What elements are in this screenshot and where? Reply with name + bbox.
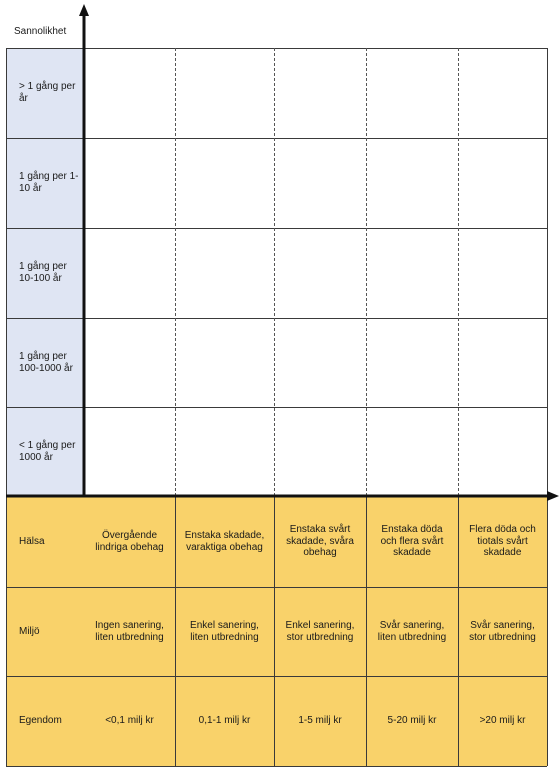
consequence-row-label-text: Hälsa [19, 535, 45, 547]
consequence-cell-text: Svår sanering, stor utbredning [469, 620, 536, 643]
consequence-cell-text: Ingen sanering, liten utbredning [95, 620, 164, 643]
consequence-cell-text: Enstaka skadade, varaktiga obehag [184, 530, 265, 553]
consequence-cell-text: <0,1 milj kr [105, 715, 154, 727]
consequence-cell-text: >20 milj kr [479, 715, 526, 727]
consequence-row-label-text: Egendom [19, 715, 62, 726]
consequence-cell-text: Enkel sanering, liten utbredning [190, 620, 259, 643]
consequence-cell-text: Flera döda och tiotals svårt skadade [469, 524, 536, 559]
consequence-row-label-text: Miljö [19, 625, 40, 637]
probability-label-text: 1 gång per 1-10 år [19, 171, 79, 194]
probability-label-text: 1 gång per 100-1000 år [19, 350, 73, 374]
consequence-cell-text: Enstaka döda och flera svårt skadade [380, 524, 444, 559]
probability-label-text: > 1 gång per år [19, 81, 76, 104]
x-axis-arrowhead [547, 491, 559, 501]
consequence-cell-text: 1-5 milj kr [298, 715, 342, 727]
consequence-cell-text: Svår sanering, liten utbredning [377, 620, 447, 643]
consequence-cell-text: 0,1-1 milj kr [198, 715, 251, 727]
consequence-cell-text: Enstaka svårt skadade, svåra obehag [286, 524, 354, 559]
probability-label-text: 1 gång per 10-100 år [19, 261, 67, 284]
y-axis-arrowhead [79, 4, 89, 16]
consequence-cell-text: Enkel sanering, stor utbredning [285, 620, 355, 643]
y-axis-title: Sannolikhet [14, 26, 67, 37]
probability-label-text: < 1 gång per 1000 år [19, 439, 76, 463]
consequence-cell-text: 5-20 milj kr [387, 715, 437, 727]
consequence-cell-text: Övergående lindriga obehag [95, 530, 164, 553]
